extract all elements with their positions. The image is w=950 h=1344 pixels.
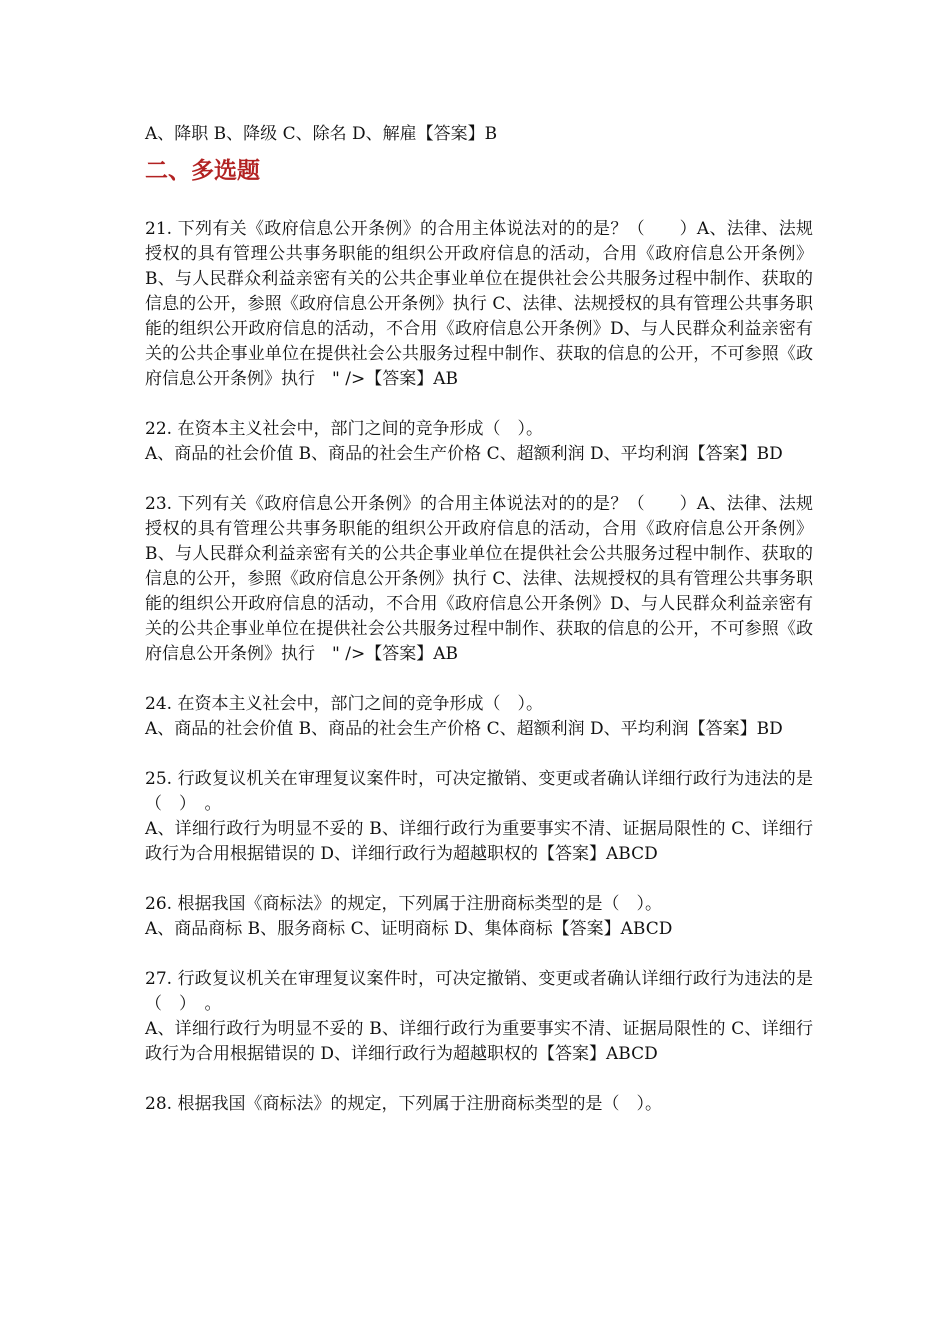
- question-item: [145, 967, 813, 1067]
- question-item: [145, 1092, 813, 1117]
- question-options: A、商品商标 B、服务商标 C、证明商标 D、集体商标【答案】ABCD: [145, 919, 673, 939]
- question-text: 27. 行政复议机关在审理复议案件时，可决定撤销、变更或者确认详细行政行为违法的是（ ） 。: [145, 969, 813, 1014]
- question-text: 24. 在资本主义社会中，部门之间的竞争形成（ ）。: [145, 694, 543, 714]
- question-text: 28. 根据我国《商标法》的规定，下列属于注册商标类型的是（ ）。: [145, 1094, 662, 1114]
- question-item: [145, 417, 813, 467]
- question-item: [145, 492, 813, 667]
- question-item: [145, 892, 813, 942]
- document-page: [145, 122, 813, 1142]
- question-text: 23. 下列有关《政府信息公开条例》的合用主体说法对的的是？（ ）A、法律、法规授权的具有管理公共事务职能的组织公开政府信息的活动，合用《政府信息公开条例》B、与人民群众利益亲密有关的公共企事业单位在提供社会公共服务过程中制作、获取的信息的公开，参照《政府信息公开条例》执行 C、法律、法规授权的具有管理公共事务职能的组织公开政府信息的活动，不合用《政府信息公开条例》D、与人民群众利益亲密有关的公共企事业单位在提供社会公共服务过程中制作、获取的信息的公开，不可参照《政府信息公开条例》执行 " />【答案】AB: [145, 494, 813, 664]
- question-list: [145, 217, 813, 1117]
- question-text: 22. 在资本主义社会中，部门之间的竞争形成（ ）。: [145, 419, 543, 439]
- question-item: [145, 217, 813, 392]
- question-text: 26. 根据我国《商标法》的规定，下列属于注册商标类型的是（ ）。: [145, 894, 662, 914]
- question-text: 25. 行政复议机关在审理复议案件时，可决定撤销、变更或者确认详细行政行为违法的是（ ） 。: [145, 769, 813, 814]
- question-item: [145, 692, 813, 742]
- question-options: A、详细行政行为明显不妥的 B、详细行政行为重要事实不清、证据局限性的 C、详细行政行为合用根据错误的 D、详细行政行为超越职权的【答案】ABCD: [145, 1019, 813, 1064]
- question-text: 21. 下列有关《政府信息公开条例》的合用主体说法对的的是？（ ）A、法律、法规授权的具有管理公共事务职能的组织公开政府信息的活动，合用《政府信息公开条例》B、与人民群众利益亲密有关的公共企事业单位在提供社会公共服务过程中制作、获取的信息的公开，参照《政府信息公开条例》执行 C、法律、法规授权的具有管理公共事务职能的组织公开政府信息的活动，不合用《政府信息公开条例》D、与人民群众利益亲密有关的公共企事业单位在提供社会公共服务过程中制作、获取的信息的公开，不可参照《政府信息公开条例》执行 " />【答案】AB: [145, 219, 813, 389]
- previous-answer-line: A、降职 B、降级 C、除名 D、解雇【答案】B: [145, 124, 498, 144]
- question-options: A、商品的社会价值 B、商品的社会生产价格 C、超额利润 D、平均利润【答案】BD: [145, 444, 783, 464]
- section-heading: 二、多选题: [145, 158, 260, 184]
- question-options: A、详细行政行为明显不妥的 B、详细行政行为重要事实不清、证据局限性的 C、详细行政行为合用根据错误的 D、详细行政行为超越职权的【答案】ABCD: [145, 819, 813, 864]
- question-item: [145, 767, 813, 867]
- question-options: A、商品的社会价值 B、商品的社会生产价格 C、超额利润 D、平均利润【答案】BD: [145, 719, 783, 739]
